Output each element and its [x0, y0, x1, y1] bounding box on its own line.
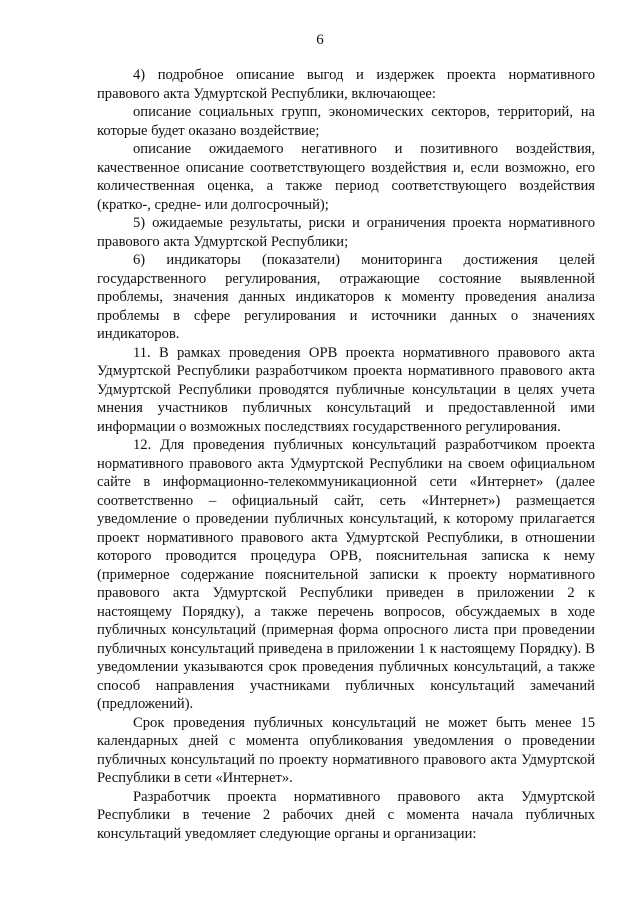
paragraph-section-12: 12. Для проведения публичных консультаций разработчиком проекта нормативного правового акта Удмуртской Республики на своем официальном сайте в информационно-телекоммуникационной сети «Интернет» (далее соответственно – официальный сайт, сеть «Интернет») размещается уведомление о проведении публичных консультаций, к которому прилагается проект нормативного правового акта Удмуртской Республики, в отношении которого проводится процедура ОРВ, пояснительная записка к нему (примерное содержание пояснительной записки к проекту нормативного правового акта Удмуртской Республики приведен в приложении 2 к настоящему Порядку), а также перечень вопросов, обсуждаемых в ходе публичных консультаций (примерная форма опросного листа при проведении публичных консультаций приведена в приложении 1 к настоящему Порядку). В уведомлении указываются срок проведения публичных консультаций, а также способ направления участниками публичных консультаций замечаний (предложений).	[97, 437, 595, 712]
paragraph-consultation-term: Срок проведения публичных консультаций не может быть менее 15 календарных дней с момента опубликования уведомления о проведении публичных консультаций по проекту нормативного правового акта Удмуртской Республики в сети «Интернет».	[97, 714, 595, 786]
page-number: 6	[316, 32, 324, 48]
paragraph-item-4: 4) подробное описание выгод и издержек проекта нормативного правового акта Удмуртской Республики, включающее:	[97, 67, 595, 102]
paragraph-impact-description: описание ожидаемого негативного и позитивного воздействия, качественное описание соответствующего воздействия и, если возможно, его количественная оценка, а также период соответствующего воздействия (кратко-, средне- или долгосрочный);	[97, 141, 595, 213]
document-body	[97, 66, 595, 843]
paragraph-item-5: 5) ожидаемые результаты, риски и ограничения проекта нормативного правового акта Удмуртской Республики;	[97, 215, 595, 250]
paragraph-item-6: 6) индикаторы (показатели) мониторинга достижения целей государственного регулирования, отражающие состояние выявленной проблемы, значения данных индикаторов к моменту проведения анализа проблемы в сфере регулирования и источники данных о значениях индикаторов.	[97, 252, 595, 342]
paragraph-developer-notification: Разработчик проекта нормативного правового акта Удмуртской Республики в течение 2 рабочих дней с момента начала публичных консультаций уведомляет следующие органы и организации:	[97, 788, 595, 842]
paragraph-section-11: 11. В рамках проведения ОРВ проекта нормативного правового акта Удмуртской Республики разработчиком проекта нормативного правового акта Удмуртской Республики проводятся публичные консультации в целях учета мнения участников публичных консультаций и предоставленной ими информации о возможных последствиях государственного регулирования.	[97, 344, 595, 435]
paragraph-social-groups: описание социальных групп, экономических секторов, территорий, на которые будет оказано воздействие;	[97, 104, 595, 139]
